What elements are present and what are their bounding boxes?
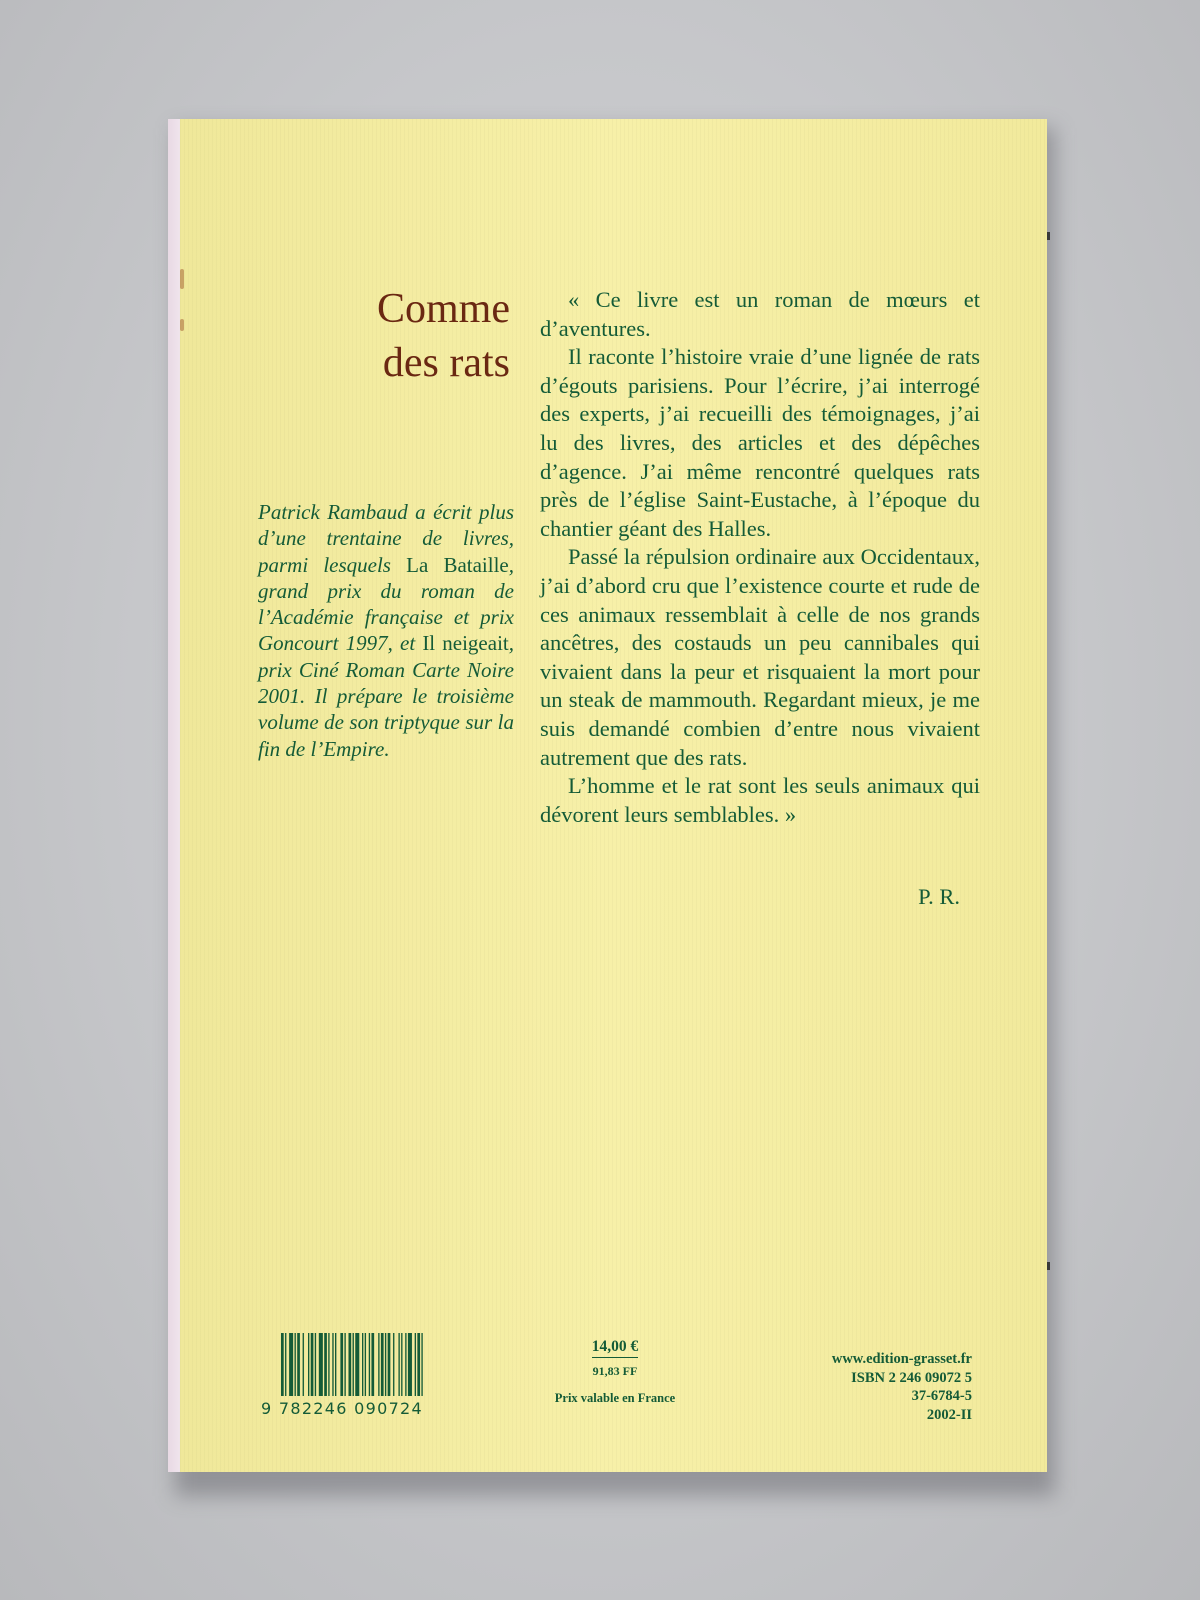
barcode-bar	[335, 1333, 336, 1396]
barcode-bar	[415, 1333, 416, 1396]
barcode-bar	[308, 1333, 309, 1396]
barcode-bar	[324, 1333, 327, 1396]
blurb-paragraph: Il raconte l’histoire vraie d’une lignée de rats d’égouts parisiens. Pour l’écrire, j’ai interrogé des experts, j’ai recueilli des témoignages, j’ai lu des livres, des articles et des dépêches d’agence. J’ai même rencontré quelques rats près de l’église Saint-Eustache, à l’époque du chantier géant des Halles.	[540, 344, 980, 541]
publisher-url: www.edition-grasset.fr	[831, 1351, 972, 1367]
barcode-bar	[332, 1333, 333, 1396]
price-francs: 91,83 FF	[592, 1364, 638, 1378]
barcode-bar	[297, 1333, 300, 1396]
bio-book-title-1: La Bataille	[406, 552, 509, 577]
bio-text-2: , grand prix du roman de l’Académie française et prix Goncourt 1997, et	[258, 552, 514, 656]
bio-text-1: Patrick Rambaud a écrit plus d’une trentaine de livres, parmi lesquels	[258, 500, 514, 577]
spine-clip-mark	[1047, 232, 1050, 240]
barcode-bar	[398, 1333, 399, 1396]
barcode-bar	[340, 1333, 343, 1396]
barcode-bar	[349, 1333, 352, 1396]
isbn: ISBN 2 246 09072 5	[851, 1369, 972, 1386]
barcode-bar	[311, 1333, 314, 1396]
cover-scuff-mark	[180, 319, 184, 331]
barcode-bar	[315, 1333, 316, 1396]
blurb-paragraph: L’homme et le rat sont les seuls animaux qui dévorent leurs semblables. »	[540, 773, 980, 827]
book-title-line1: Comme	[377, 286, 510, 332]
barcode-bar	[281, 1333, 284, 1396]
barcode-bar	[408, 1333, 412, 1396]
barcode-bar	[385, 1333, 386, 1396]
barcode-bar	[328, 1333, 329, 1396]
barcode-bar	[344, 1333, 345, 1396]
barcode-bar	[355, 1333, 359, 1396]
barcode-bar	[365, 1333, 366, 1396]
cover-scuff-mark	[180, 269, 184, 289]
bio-book-title-2: Il neigeait	[422, 631, 509, 656]
book-title-line2: des rats	[382, 340, 510, 386]
barcode-bar	[289, 1333, 293, 1396]
barcode-number: 9 782246 090724	[261, 1399, 424, 1418]
edition-code: 2002-II	[926, 1406, 972, 1423]
barcode-bar	[319, 1333, 323, 1396]
price-euro: 14,00 €	[592, 1338, 639, 1358]
barcode-bar	[369, 1333, 370, 1396]
barcode-bar	[285, 1333, 286, 1396]
bio-text-3: , prix Ciné Roman Carte Noire 2001. Il prépare le troisième volume de son triptyque sur la fin de l’Empire.	[258, 631, 514, 761]
publisher-info	[760, 1350, 972, 1424]
product-code: 37-6784-5	[911, 1388, 972, 1404]
spine-clip-mark	[1047, 1262, 1050, 1270]
blurb-paragraph: Passé la répulsion ordinaire aux Occidentaux, j’ai d’abord cru que l’existence courte et rude de ces animaux ressemblait à celle de nos grands ancêtres, des costauds un peu cannibales qui vivaient dans la peur et risquaient la mort pour un steak de mammouth. Regardant mieux, je me suis demandé combien d’entre nous vivaient autrement que des rats.	[540, 544, 980, 770]
barcode-bar	[295, 1333, 296, 1396]
barcode-bar	[378, 1333, 379, 1396]
book-title	[290, 282, 510, 390]
barcode-bar	[393, 1333, 394, 1396]
barcode-bar	[421, 1333, 422, 1396]
barcode-bar	[362, 1333, 363, 1396]
blurb-paragraph: « Ce livre est un roman de mœurs et d’aventures.	[540, 287, 980, 341]
barcode-bar	[401, 1333, 402, 1396]
price-note: Prix valable en France	[554, 1391, 676, 1405]
barcode-bar	[371, 1333, 374, 1396]
barcode	[281, 1333, 471, 1396]
barcode-bar	[381, 1333, 384, 1396]
barcode-bar	[303, 1333, 304, 1396]
price-block	[535, 1338, 695, 1406]
barcode-bar	[405, 1333, 406, 1396]
blurb-quote	[540, 286, 980, 829]
author-signature: P. R.	[918, 884, 960, 909]
author-bio	[258, 499, 514, 762]
barcode-bar	[353, 1333, 354, 1396]
barcode-bar	[388, 1333, 391, 1396]
barcode-bar	[417, 1333, 420, 1396]
